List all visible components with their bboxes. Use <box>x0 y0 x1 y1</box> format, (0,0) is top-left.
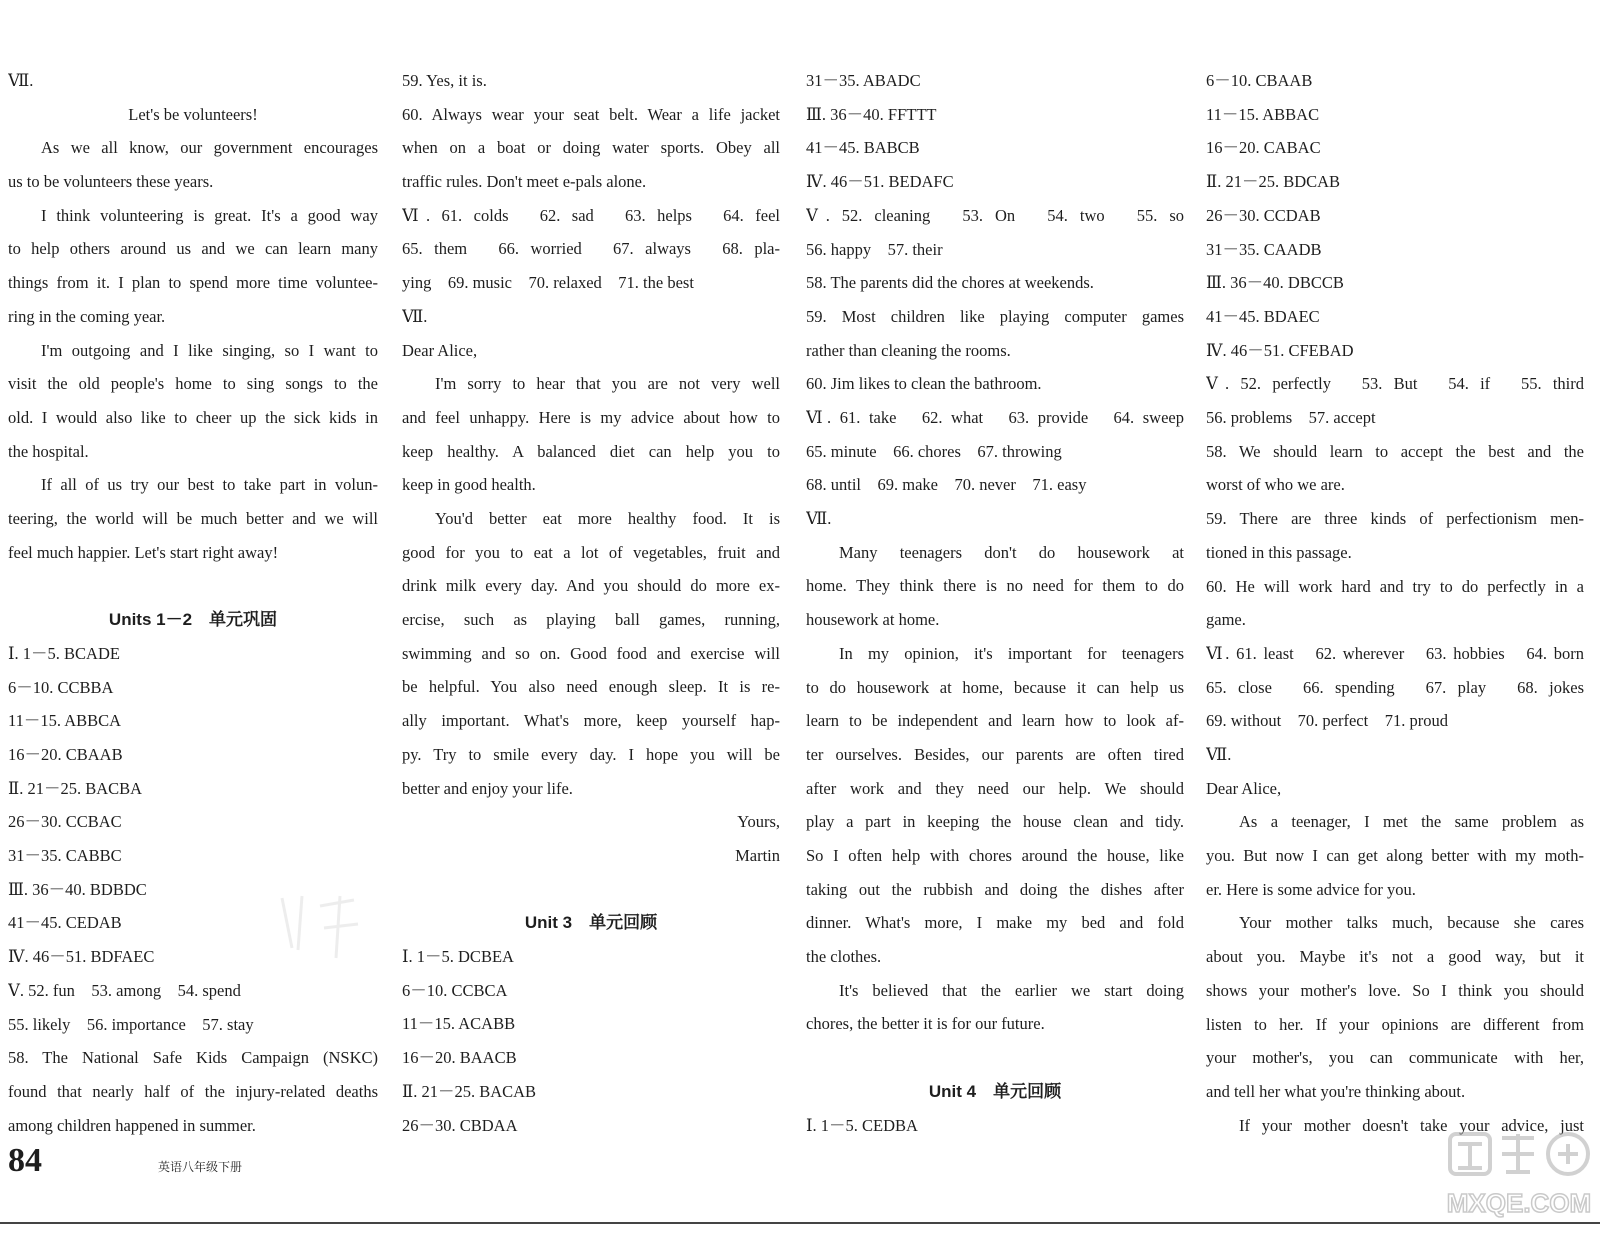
text-line: I think volunteering is great. It's a good way <box>41 205 378 225</box>
text-line: old. I would also like to cheer up the sick kids in <box>8 407 378 427</box>
text-line: 65. close 66. spending 67. play 68. jokes <box>1206 677 1584 697</box>
text-line: us to be volunteers these years. <box>8 172 214 192</box>
text-line: 41－45. BABCB <box>806 138 920 158</box>
text-line: 65. minute 66. chores 67. throwing <box>806 441 1062 461</box>
text-line: tioned in this passage. <box>1206 542 1352 562</box>
text-line: to help others around us and we can learn many <box>8 239 378 259</box>
text-line: Ⅰ. 1－5. BCADE <box>8 643 120 663</box>
text-line: Ⅲ. 36－40. DBCCB <box>1206 273 1344 293</box>
text-line: 58. We should learn to accept the best and the <box>1206 441 1584 461</box>
text-line: 16－20. BAACB <box>402 1048 517 1068</box>
text-line: found that nearly half of the injury-related deaths <box>8 1081 378 1101</box>
text-line: Ⅱ. 21－25. BDCAB <box>1206 172 1341 192</box>
text-line: py. Try to smile every day. I hope you will be <box>402 744 780 764</box>
text-line: traffic rules. Don't meet e-pals alone. <box>402 172 647 192</box>
book-title: 英语八年级下册 <box>158 1160 243 1174</box>
text-line: Ⅴ. 52. cleaning 53. On 54. two 55. so <box>806 205 1184 225</box>
text-line: teering, the world will be much better and we will <box>8 509 378 529</box>
text-line: game. <box>1206 610 1246 630</box>
text-line: You'd better eat more healthy food. It is <box>435 509 780 529</box>
text-line: ring in the coming year. <box>8 306 166 326</box>
text-line: Ⅵ. 61. colds 62. sad 63. helps 64. feel <box>402 205 780 225</box>
text-line: ally important. What's more, keep yourself hap- <box>402 711 780 731</box>
answer-column-2 <box>402 64 780 1142</box>
text-line: 16－20. CBAAB <box>8 744 123 764</box>
text-line: Ⅰ. 1－5. CEDBA <box>806 1115 918 1135</box>
text-line: housework at home. <box>806 610 940 630</box>
text-line: Ⅶ. <box>806 509 832 529</box>
text-line: ercise, such as playing ball games, running, <box>402 610 780 630</box>
text-line: 16－20. CABAC <box>1206 138 1321 158</box>
section-heading: Units 1－2 单元巩固 <box>108 610 278 630</box>
text-line: Ⅳ. 46－51. BEDAFC <box>806 172 954 192</box>
text-line: Dear Alice, <box>1206 778 1282 798</box>
text-line: 60. He will work hard and try to do perfectly in a <box>1206 576 1584 596</box>
spacer <box>8 569 378 603</box>
text-line: 59. Most children like playing computer games <box>806 306 1184 326</box>
text-line: good for you to eat a lot of vegetables, fruit and <box>402 542 780 562</box>
text-line: In my opinion, it's important for teenagers <box>839 643 1184 663</box>
text-line: listen to her. If your opinions are different from <box>1206 1014 1584 1034</box>
text-line: your mother's, you can communicate with her, <box>1206 1048 1584 1068</box>
text-line: 11－15. ABBCA <box>8 711 122 731</box>
text-line: 6－10. CCBBA <box>8 677 114 697</box>
text-line: Yours, <box>737 812 780 832</box>
text-line: among children happened in summer. <box>8 1115 256 1135</box>
text-line: and tell her what you're thinking about. <box>1206 1081 1466 1101</box>
text-line: drink milk every day. And you should do more ex- <box>402 576 780 596</box>
text-line: 69. without 70. perfect 71. proud <box>1206 711 1448 731</box>
text-line: keep healthy. A balanced diet can help you to <box>402 441 780 461</box>
text-line: 55. likely 56. importance 57. stay <box>8 1014 254 1034</box>
text-line: keep in good health. <box>402 475 536 495</box>
text-line: be helpful. You also need enough sleep. It is re- <box>402 677 780 697</box>
text-line: you. But now I can get along better with my moth- <box>1206 846 1584 866</box>
text-line: 68. until 69. make 70. never 71. easy <box>806 475 1087 495</box>
text-line: about you. Maybe it's not a good way, but it <box>1206 947 1584 967</box>
text-line: Ⅱ. 21－25. BACBA <box>8 778 143 798</box>
text-line: 26－30. CBDAA <box>402 1115 518 1135</box>
text-line: 58. The National Safe Kids Campaign (NSKC) <box>8 1048 378 1068</box>
page-number: 84 <box>8 1142 42 1179</box>
text-line: 60. Jim likes to clean the bathroom. <box>806 374 1042 394</box>
text-line: 31－35. ABADC <box>806 71 921 90</box>
text-line: 65. them 66. worried 67. always 68. pla- <box>402 239 780 259</box>
text-line: chores, the better it is for our future. <box>806 1014 1045 1034</box>
section-heading: Unit 4 单元回顾 <box>928 1081 1062 1101</box>
text-line: 41－45. CEDAB <box>8 913 122 933</box>
text-line: worst of who we are. <box>1206 475 1345 495</box>
text-line: So I often help with chores around the house, like <box>806 846 1184 865</box>
text-line: Martin <box>735 845 780 865</box>
text-line: 41－45. BDAEC <box>1206 306 1320 326</box>
text-line: learn to be independent and learn how to look af- <box>806 711 1184 731</box>
text-line: Ⅴ. 52. perfectly 53. But 54. if 55. third <box>1206 374 1584 394</box>
text-line: Let's be volunteers! <box>128 104 258 124</box>
text-line: As we all know, our government encourages <box>41 138 378 158</box>
text-line: I'm sorry to hear that you are not very well <box>435 374 780 394</box>
text-line: Your mother talks much, because she cares <box>1239 913 1584 933</box>
text-line: when on a boat or doing water sports. Obey all <box>402 138 780 158</box>
spacer <box>402 873 780 907</box>
text-line: If all of us try our best to take part in volun- <box>41 475 378 495</box>
text-line: 26－30. CCDAB <box>1206 205 1321 225</box>
text-line: Dear Alice, <box>402 340 478 360</box>
text-line: Many teenagers don't do housework at <box>839 542 1184 562</box>
text-line: 59. Yes, it is. <box>402 71 487 90</box>
text-line: Ⅳ. 46－51. CFEBAD <box>1206 340 1354 360</box>
text-line: 31－35. CABBC <box>8 846 122 866</box>
text-line: home. They think there is no need for them to do <box>806 576 1184 596</box>
text-line: 6－10. CBAAB <box>1206 71 1313 90</box>
spacer <box>806 1041 1184 1075</box>
text-line: dinner. What's more, I make my bed and fold <box>806 913 1184 933</box>
text-line: 11－15. ABBAC <box>1206 104 1320 124</box>
text-line: Ⅶ. <box>8 71 34 90</box>
text-line: feel much happier. Let's start right away! <box>8 542 279 562</box>
text-line: It's believed that the earlier we start doing <box>839 980 1184 1000</box>
text-line: 59. There are three kinds of perfectionism men- <box>1206 509 1584 529</box>
text-line: swimming and so on. Good food and exercise will <box>402 643 780 663</box>
text-line: Ⅲ. 36－40. FFTTT <box>806 104 937 124</box>
text-line: 11－15. ACABB <box>402 1014 516 1034</box>
answer-column-1 <box>8 64 378 1142</box>
text-line: 60. Always wear your seat belt. Wear a life jacket <box>402 104 780 124</box>
text-line: 56. happy 57. their <box>806 239 943 259</box>
text-line: the hospital. <box>8 441 89 461</box>
text-line: 58. The parents did the chores at weekends. <box>806 273 1094 293</box>
text-line: and feel unhappy. Here is my advice about how to <box>402 407 780 427</box>
text-line: shows your mother's love. So I think you should <box>1206 980 1584 1000</box>
text-line: 31－35. CAADB <box>1206 239 1322 259</box>
text-line: As a teenager, I met the same problem as <box>1239 812 1584 832</box>
text-line: after work and they need our help. We should <box>806 778 1184 798</box>
watermark-logo-icon <box>1444 1128 1594 1220</box>
text-line: 26－30. CCBAC <box>8 812 122 832</box>
watermark-faint-icon <box>262 878 382 968</box>
text-line: better and enjoy your life. <box>402 778 573 798</box>
watermark-text: MXQE.COM <box>1446 1188 1592 1218</box>
text-line: Ⅲ. 36－40. BDBDC <box>8 879 147 899</box>
answer-column-4 <box>1206 64 1584 1142</box>
text-line: ter ourselves. Besides, our parents are often tired <box>806 744 1184 764</box>
text-line: 56. problems 57. accept <box>1206 408 1376 428</box>
text-line: Ⅳ. 46－51. BDFAEC <box>8 947 155 967</box>
text-line: Ⅰ. 1－5. DCBEA <box>402 947 514 967</box>
text-line: to do housework at home, because it can help us <box>806 677 1184 697</box>
text-line: Ⅵ. 61. least 62. wherever 63. hobbies 64. born <box>1206 643 1584 663</box>
text-line: er. Here is some advice for you. <box>1206 879 1416 899</box>
bottom-rule <box>0 1222 1600 1224</box>
text-line: Ⅱ. 21－25. BACAB <box>402 1081 537 1101</box>
text-line: the clothes. <box>806 947 882 967</box>
text-line: play a part in keeping the house clean and tidy. <box>806 812 1184 832</box>
text-line: Ⅶ. <box>1206 744 1232 764</box>
text-line: things from it. I plan to spend more time voluntee- <box>8 273 378 293</box>
text-line: visit the old people's home to sing songs to the <box>8 374 378 394</box>
text-line: Ⅶ. <box>402 306 428 326</box>
text-line: 6－10. CCBCA <box>402 980 508 1000</box>
text-line: I'm outgoing and I like singing, so I want to <box>41 340 378 360</box>
text-line: If your mother doesn't take your advice, just <box>1239 1115 1584 1135</box>
text-line: ying 69. music 70. relaxed 71. the best <box>402 273 694 293</box>
text-line: rather than cleaning the rooms. <box>806 340 1011 360</box>
answer-column-3 <box>806 64 1184 1142</box>
section-heading: Unit 3 单元回顾 <box>524 913 658 933</box>
text-line: taking out the rubbish and doing the dishes after <box>806 879 1184 899</box>
text-line: Ⅵ. 61. take 62. what 63. provide 64. sweep <box>806 408 1184 427</box>
text-line: Ⅴ. 52. fun 53. among 54. spend <box>8 980 241 1000</box>
